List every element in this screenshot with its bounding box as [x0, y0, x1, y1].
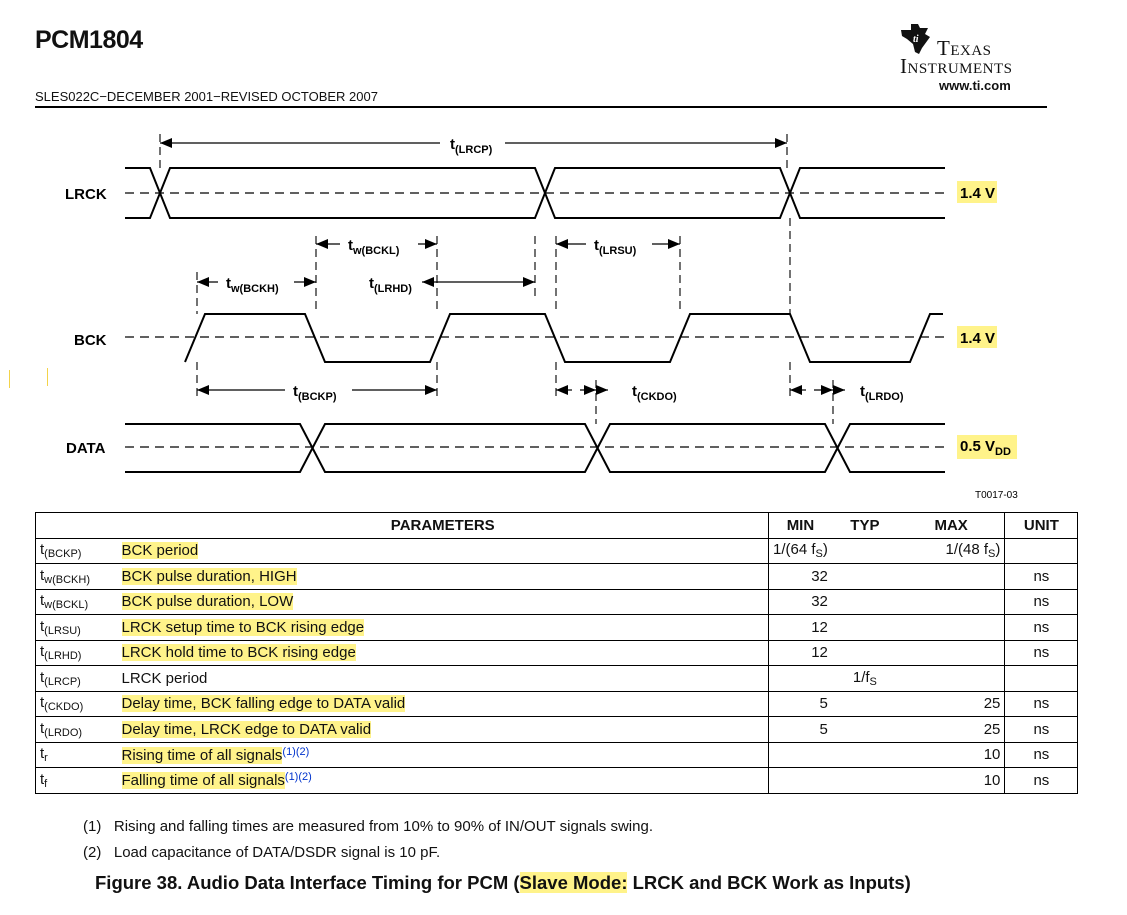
table-row [36, 666, 1078, 692]
footnote-text: Rising and falling times are measured from 10% to 90% of IN/OUT signals swing. [113, 818, 653, 835]
param-max: 1/(48 $f_S$) [898, 538, 1005, 564]
param-unit: ns [1005, 615, 1078, 641]
symbol-subscript: (LRDO) [44, 726, 83, 739]
param-typ [832, 615, 898, 641]
param-description [118, 691, 769, 717]
param-min: 12 [769, 640, 832, 666]
symbol-subscript: (LRCP) [44, 675, 81, 688]
footnote-number: (1) [83, 818, 102, 835]
param-typ [832, 717, 898, 743]
table-row [36, 742, 1078, 768]
param-description-text: Delay time, LRCK edge to DATA valid [121, 720, 372, 738]
table-row [36, 691, 1078, 717]
header-min: MIN [769, 513, 832, 539]
caption-highlight: Slave Mode: [519, 872, 628, 893]
param-symbol: $t_f$ [36, 768, 118, 794]
param-symbol: $t_{(LRCP)}$ [36, 666, 118, 692]
signal-name-lrck: LRCK [65, 186, 107, 203]
param-unit: ns [1005, 768, 1078, 794]
label-t-lrhd: $t_{(LRHD)}$ [369, 275, 412, 295]
param-unit: ns [1005, 640, 1078, 666]
param-typ [832, 768, 898, 794]
param-max: 25 [898, 717, 1005, 743]
param-unit: ns [1005, 589, 1078, 615]
bck-waveform [185, 314, 943, 362]
brand-url: www.ti.com [939, 78, 1011, 93]
header-unit: UNIT [1005, 513, 1078, 539]
data-waveform [125, 424, 945, 472]
param-min [769, 666, 832, 692]
param-min: 5 [769, 691, 832, 717]
param-description-text: LRCK period [121, 669, 208, 687]
signal-name-bck: BCK [74, 332, 107, 349]
document-revision-line: SLES022C−DECEMBER 2001−REVISED OCTOBER 2007 [35, 89, 378, 104]
param-min: 32 [769, 564, 832, 590]
param-unit: ns [1005, 717, 1078, 743]
param-unit: ns [1005, 742, 1078, 768]
header-parameters: PARAMETERS [118, 513, 769, 539]
param-typ [832, 564, 898, 590]
param-typ [832, 589, 898, 615]
data-level-sub: DD [995, 446, 1011, 458]
param-description [118, 615, 769, 641]
param-typ [832, 538, 898, 564]
table-row [36, 717, 1078, 743]
param-max [898, 615, 1005, 641]
label-tw-bckh: $t_{w(BCKH)}$ [226, 275, 279, 295]
param-description-text: LRCK setup time to BCK rising edge [121, 618, 365, 636]
data-level-value: 0.5 V [960, 438, 996, 455]
symbol-subscript: (LRSU) [44, 624, 81, 637]
param-description [118, 564, 769, 590]
table-row [36, 768, 1078, 794]
param-unit: ns [1005, 564, 1078, 590]
table-row [36, 564, 1078, 590]
param-symbol: $t_{(BCKP)}$ [36, 538, 118, 564]
footnote-2 [83, 844, 440, 861]
table-row [36, 538, 1078, 564]
timing-parameters-table [35, 512, 1078, 794]
symbol-subscript: w(BCKH) [44, 573, 91, 586]
param-max [898, 666, 1005, 692]
param-description-text: Falling time of all signals [121, 772, 285, 790]
figure-caption [95, 872, 911, 894]
param-description-text: BCK pulse duration, HIGH [121, 567, 297, 585]
table-header-row [36, 513, 1078, 539]
param-description [118, 717, 769, 743]
brand-name-line2: Instruments [900, 54, 1013, 78]
label-t-lrdo: $t_{(LRDO)}$ [860, 383, 904, 403]
footnote-1 [83, 818, 653, 835]
param-description-text: BCK period [121, 542, 199, 560]
param-symbol: $t_r$ [36, 742, 118, 768]
param-description [118, 768, 769, 794]
header-typ: TYP [832, 513, 898, 539]
part-number: PCM1804 [35, 26, 143, 54]
table-row [36, 589, 1078, 615]
param-max: 25 [898, 691, 1005, 717]
param-symbol: $t_{(CKDO)}$ [36, 691, 118, 717]
table-row [36, 640, 1078, 666]
param-unit: ns [1005, 691, 1078, 717]
param-description [118, 666, 769, 692]
param-symbol: $t_{w(BCKL)}$ [36, 589, 118, 615]
param-min: 1/(64 $f_S$) [769, 538, 832, 564]
param-symbol: $t_{w(BCKH)}$ [36, 564, 118, 590]
param-min: 32 [769, 589, 832, 615]
footnote-reference: (1)(2) [284, 771, 312, 784]
param-description-text: BCK pulse duration, LOW [121, 593, 294, 611]
param-max [898, 564, 1005, 590]
param-description [118, 538, 769, 564]
label-t-lrcp: $t_{(LRCP)}$ [450, 136, 493, 156]
param-symbol: $t_{(LRHD)}$ [36, 640, 118, 666]
table-row [36, 615, 1078, 641]
bck-level-label: 1.4 V [960, 330, 996, 347]
subscript: S [869, 675, 877, 688]
label-t-lrsu: $t_{(LRSU)}$ [594, 237, 637, 257]
header-symbol [36, 513, 118, 539]
footnote-number: (2) [83, 844, 102, 861]
param-unit [1005, 666, 1078, 692]
param-max: 10 [898, 742, 1005, 768]
param-description [118, 640, 769, 666]
param-symbol: $t_{(LRSU)}$ [36, 615, 118, 641]
param-max [898, 589, 1005, 615]
param-typ [832, 640, 898, 666]
param-symbol: $t_{(LRDO)}$ [36, 717, 118, 743]
label-t-ckdo: $t_{(CKDO)}$ [632, 383, 677, 403]
param-unit [1005, 538, 1078, 564]
caption-prefix: Figure 38. Audio Data Interface Timing for PCM ( [95, 872, 520, 893]
param-min: 5 [769, 717, 832, 743]
symbol-subscript: w(BCKL) [44, 599, 89, 612]
param-typ: $1/f_S$ [832, 666, 898, 692]
param-min [769, 768, 832, 794]
header-max: MAX [898, 513, 1005, 539]
param-description-text: LRCK hold time to BCK rising edge [121, 644, 356, 662]
symbol-subscript: r [44, 752, 48, 765]
caption-suffix: LRCK and BCK Work as Inputs) [627, 872, 911, 893]
param-description-text: Rising time of all signals [121, 746, 283, 764]
brand-name-line1: Texas [937, 36, 992, 60]
symbol-subscript: (LRHD) [44, 650, 82, 663]
param-typ [832, 742, 898, 768]
param-max: 10 [898, 768, 1005, 794]
param-description [118, 742, 769, 768]
param-min: 12 [769, 615, 832, 641]
figure-code: T0017-03 [975, 490, 1018, 501]
lrck-level-label: 1.4 V [960, 185, 996, 202]
param-description [118, 589, 769, 615]
svg-text:ti: ti [913, 34, 919, 45]
subscript: S [815, 548, 823, 561]
footnote-text: Load capacitance of DATA/DSDR signal is 10 pF. [113, 844, 441, 861]
label-t-bckp: $t_{(BCKP)}$ [293, 383, 337, 403]
subscript: S [988, 548, 996, 561]
symbol-subscript: (BCKP) [44, 548, 82, 561]
param-typ [832, 691, 898, 717]
symbol-subscript: f [44, 777, 48, 790]
param-description-text: Delay time, BCK falling edge to DATA valid [121, 695, 406, 713]
label-tw-bckl: $t_{w(BCKL)}$ [348, 237, 400, 257]
footnote-reference: (1)(2) [282, 745, 310, 758]
param-max [898, 640, 1005, 666]
symbol-subscript: (CKDO) [44, 701, 84, 714]
signal-name-data: DATA [66, 440, 106, 457]
param-min [769, 742, 832, 768]
